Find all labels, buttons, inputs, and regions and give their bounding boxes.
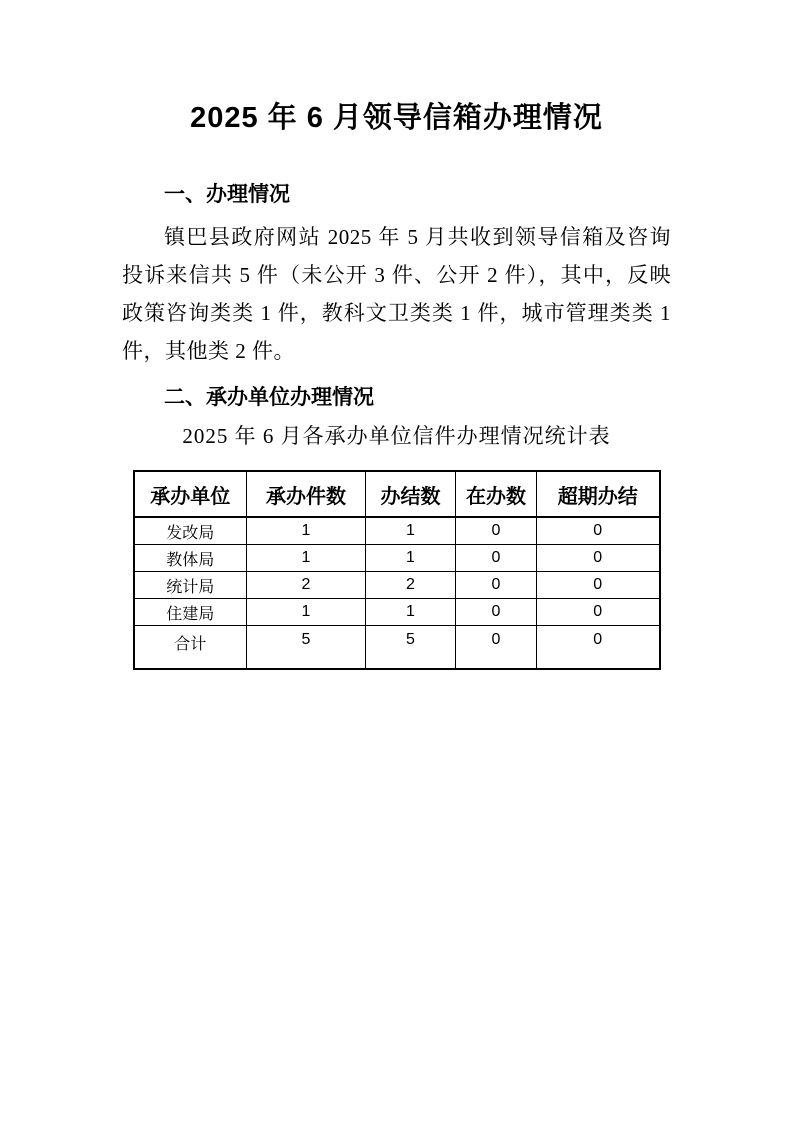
table-cell-value: 1 bbox=[366, 599, 456, 626]
table-header-cell-unit: 承办单位 bbox=[134, 471, 247, 517]
table-cell-value: 1 bbox=[247, 599, 366, 626]
table-header-cell-overdue: 超期办结 bbox=[537, 471, 660, 517]
table-row bbox=[134, 545, 660, 572]
table-row bbox=[134, 572, 660, 599]
table-row bbox=[134, 599, 660, 626]
table-cell-value: 1 bbox=[366, 517, 456, 545]
table-header-row bbox=[134, 471, 660, 517]
table-header-cell-handled: 承办件数 bbox=[247, 471, 366, 517]
table-cell-value: 0 bbox=[456, 599, 537, 626]
table-caption: 2025 年 6 月各承办单位信件办理情况统计表 bbox=[182, 424, 611, 448]
table-cell-value: 5 bbox=[247, 626, 366, 670]
table-cell-value: 1 bbox=[247, 545, 366, 572]
document-content bbox=[122, 0, 671, 449]
table-header-cell-completed: 办结数 bbox=[366, 471, 456, 517]
table-cell-value: 0 bbox=[456, 572, 537, 599]
table-cell-unit: 教体局 bbox=[134, 545, 247, 572]
document-title: 2025 年 6 月领导信箱办理情况 bbox=[190, 102, 603, 134]
table-cell-unit: 统计局 bbox=[134, 572, 247, 599]
table-cell-value: 0 bbox=[456, 626, 537, 670]
statistics-table bbox=[133, 470, 661, 670]
table-cell-unit: 合计 bbox=[134, 626, 247, 670]
table-cell-value: 2 bbox=[247, 572, 366, 599]
table-header-cell-inprogress: 在办数 bbox=[456, 471, 537, 517]
section-1-paragraph: 镇巴县政府网站 2025 年 5 月共收到领导信箱及咨询投诉来信共 5 件（未公开 3 件、公开 2 件），其中，反映政策咨询类类 1 件，教科文卫类类 1 件，城市管理类类 1 件，其他类 2 件。 bbox=[122, 225, 671, 363]
table-cell-value: 0 bbox=[456, 545, 537, 572]
table-cell-value: 0 bbox=[537, 599, 660, 626]
table-cell-value: 2 bbox=[366, 572, 456, 599]
table-cell-value: 1 bbox=[366, 545, 456, 572]
table-row bbox=[134, 517, 660, 545]
table-cell-value: 0 bbox=[537, 572, 660, 599]
table-cell-value: 0 bbox=[456, 517, 537, 545]
table-cell-value: 0 bbox=[537, 517, 660, 545]
table-row-total bbox=[134, 626, 660, 670]
table-cell-value: 1 bbox=[247, 517, 366, 545]
table-cell-value: 0 bbox=[537, 545, 660, 572]
table-cell-value: 0 bbox=[537, 626, 660, 670]
table-cell-unit: 住建局 bbox=[134, 599, 247, 626]
section-2-heading: 二、承办单位办理情况 bbox=[164, 386, 374, 409]
table-cell-value: 5 bbox=[366, 626, 456, 670]
section-1-heading: 一、办理情况 bbox=[164, 183, 290, 206]
table-cell-unit: 发改局 bbox=[134, 517, 247, 545]
